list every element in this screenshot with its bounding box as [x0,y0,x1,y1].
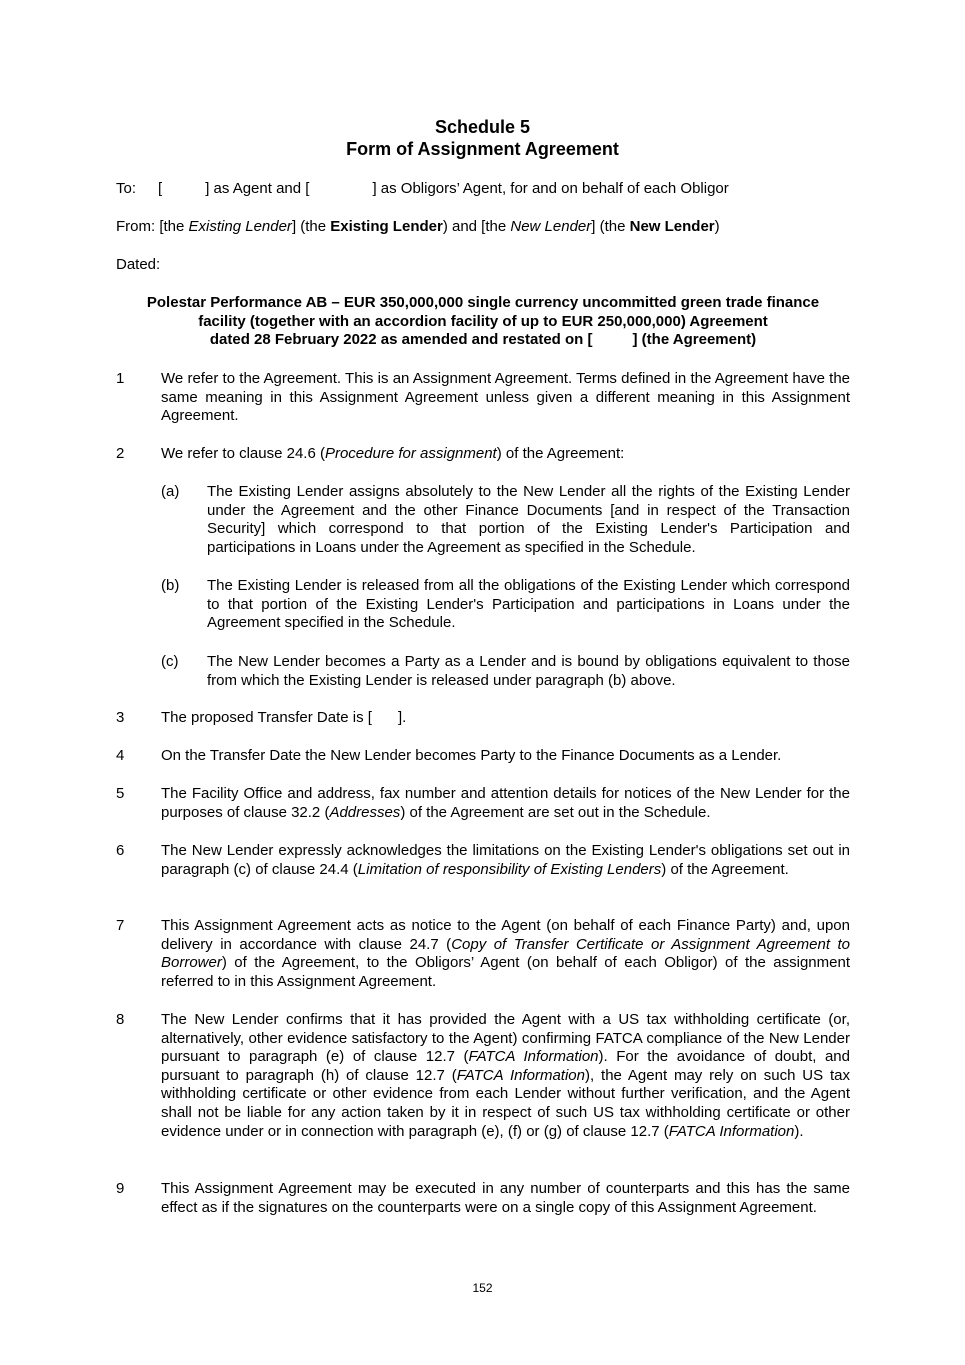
clause-9-text: This Assignment Agreement may be executed in any number of counterparts and this has the same effect as if the signatures on the counterparts were on a single copy of this Assignment Agreement. [161,1180,850,1216]
clause-1-text: We refer to the Agreement. This is an Assignment Agreement. Terms defined in the Agreement have the same meaning in this Assignment Agreement unless given a different meaning in this Assignment Agreement. [161,370,850,425]
reference-line-2: facility (together with an accordion facility of up to EUR 250,000,000) Agreement [198,312,768,330]
to-line: To: [ ] as Agent and [ ] as Obligors’ Agent, for and on behalf of each Obligor [116,180,729,197]
clause-1-number: 1 [116,370,125,387]
clause-6-text: The New Lender expressly acknowledges the limitations on the Existing Lender's obligations set out in paragraph (c) of clause 24.4 (Limitation of responsibility of Existing Lenders) of the Agreement. [161,842,850,878]
clause-7-number: 7 [116,917,125,934]
schedule-heading: Schedule 5 [434,117,531,137]
form-title: Form of Assignment Agreement [346,139,619,159]
clause-4-number: 4 [116,747,125,764]
dated-line: Dated: [116,256,161,273]
clause-5-text: The Facility Office and address, fax number and attention details for notices of the New Lender for the purposes of clause 32.2 (Addresses) of the Agreement are set out in the Schedule. [161,785,850,821]
clause-2c-text: The New Lender becomes a Party as a Lender and is bound by obligations equivalent to those from which the Existing Lender is released under paragraph (b) above. [207,653,850,689]
reference-line-1: Polestar Performance AB – EUR 350,000,000 single currency uncommitted green trade finance [146,294,820,311]
clause-2-text: We refer to clause 24.6 (Procedure for assignment) of the Agreement: [161,445,625,462]
page-number: 152 [472,1281,493,1295]
clause-5-number: 5 [116,785,125,802]
clause-8-text: The New Lender confirms that it has provided the Agent with a US tax withholding certificate (or, alternatively, other evidence satisfactory to the Agent) confirming FATCA compliance of the New Lender pursuant to paragraph (e) of clause 12.7 (FATCA Information). For the avoidance of doubt, and pursuant to paragraph (h) of clause 12.7 (FATCA Information), the Agent may rely on such US tax withholding certificate or other evidence from each Lender without further verification, and the Agent shall not be liable for any action taken by it in respect of such US tax withholding certificate or other evidence under or in connection with paragraph (e), (f) or (g) of clause 12.7 (FATCA Information). [161,1011,851,1140]
clause-3-number: 3 [116,709,125,726]
agreement-reference [116,294,850,350]
clause-7-text: This Assignment Agreement acts as notice to the Agent (on behalf of each Finance Party) and, upon delivery in accordance with clause 24.7 (Copy of Transfer Certificate or Assignment Agreement to Borrower) of the Agreement, to the Obligors’ Agent (on behalf of each Obligor) of the assignment referred to in this Assignment Agreement. [161,917,851,990]
clause-2-number: 2 [116,445,125,462]
clause-4-text: On the Transfer Date the New Lender becomes Party to the Finance Documents as a Lender. [161,747,782,764]
clause-2b-label: (b) [161,577,180,594]
clause-2a-label: (a) [161,483,180,500]
clause-2b-text: The Existing Lender is released from all the obligations of the Existing Lender which correspond to that portion of the Existing Lender's Participation and participations in Loans under the Agreement specified in the Schedule. [207,577,850,632]
clause-6-number: 6 [116,842,125,859]
reference-line-3: dated 28 February 2022 as amended and restated on [ ] (the Agreement) [209,331,757,349]
clause-2c-label: (c) [161,653,179,670]
clause-2a-text: The Existing Lender assigns absolutely to the New Lender all the rights of the Existing Lender under the Agreement and the other Finance Documents [and in respect of the Transaction Security] which correspond to that portion of the Existing Lender's Participation and participations in Loans under the Agreement as specified in the Schedule. [207,483,850,556]
clause-9-number: 9 [116,1180,125,1197]
clause-8-number: 8 [116,1011,125,1028]
clause-3-text: The proposed Transfer Date is [ ]. [161,709,407,726]
from-line: From: [the Existing Lender] (the Existing Lender) and [the New Lender] (the New Lender) [116,218,720,235]
